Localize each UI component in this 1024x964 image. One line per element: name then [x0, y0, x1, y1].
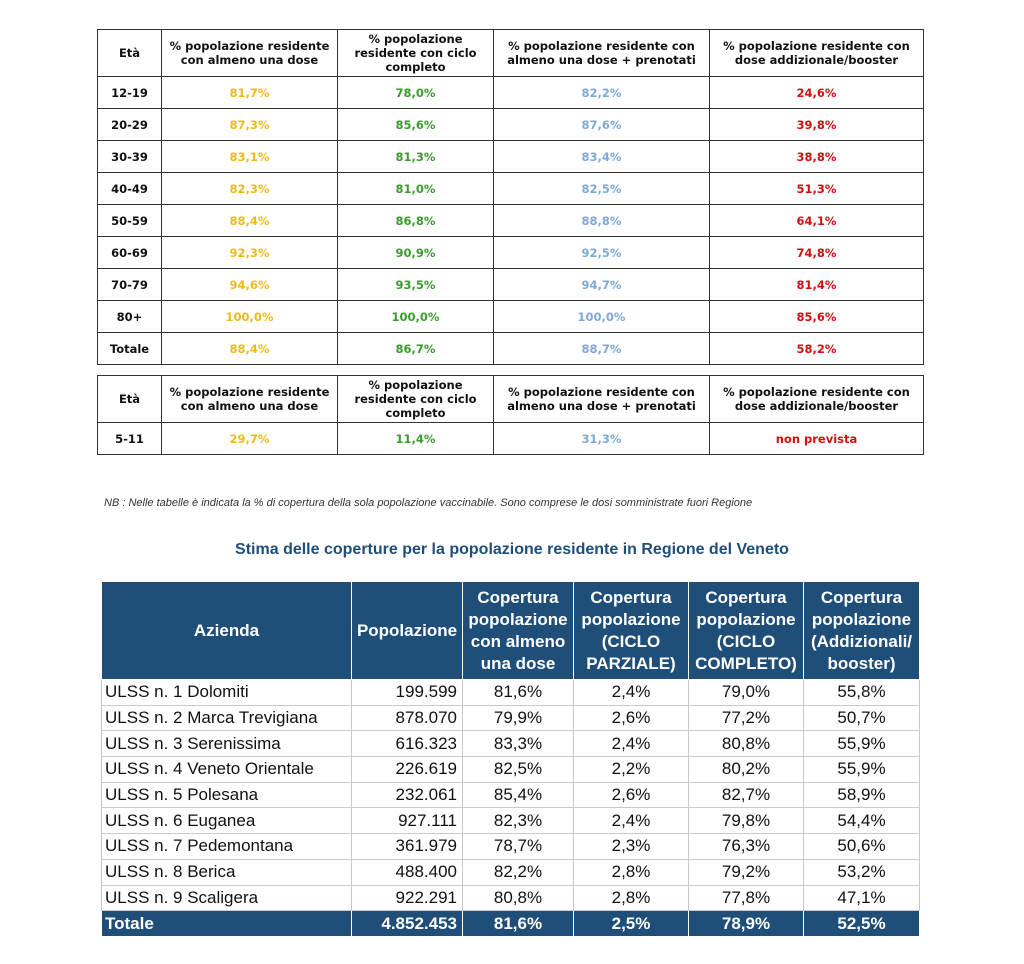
table-header-row [98, 376, 924, 423]
dose1-cell: 83,1% [162, 141, 338, 173]
ulss-table-body [102, 680, 920, 937]
prenotati-cell: 83,4% [494, 141, 710, 173]
dose1-cell: 92,3% [162, 237, 338, 269]
completo-cell: 93,5% [338, 269, 494, 301]
header-completo: % popolazione residente con ciclo completo [338, 376, 494, 423]
dose1-cell: 80,8% [463, 885, 574, 911]
header-prenotati: % popolazione residente con almeno una dose + prenotati [494, 376, 710, 423]
dose1-cell: 82,3% [463, 808, 574, 834]
table-row [98, 423, 924, 455]
azienda-cell: ULSS n. 9 Scaligera [102, 885, 352, 911]
header-dose1: % popolazione residente con almeno una dose [162, 30, 338, 77]
dose1-cell: 81,7% [162, 77, 338, 109]
header-dose1: Copertura popolazione con almeno una dose [463, 582, 574, 680]
dose1-cell: 82,3% [162, 173, 338, 205]
booster-cell: 55,9% [804, 731, 920, 757]
completo-cell: 77,8% [689, 885, 804, 911]
table-row [98, 173, 924, 205]
age-cell: 12-19 [98, 77, 162, 109]
booster-cell: 81,4% [710, 269, 924, 301]
table-row [102, 680, 920, 706]
header-parziale: Copertura popolazione (CICLO PARZIALE) [574, 582, 689, 680]
prenotati-cell: 82,5% [494, 173, 710, 205]
table-row [102, 808, 920, 834]
booster-cell: 50,6% [804, 834, 920, 860]
booster-cell: 50,7% [804, 705, 920, 731]
dose1-cell: 81,6% [463, 680, 574, 706]
ulss-coverage-table [101, 581, 920, 937]
azienda-cell: ULSS n. 1 Dolomiti [102, 680, 352, 706]
parziale-cell: 2,2% [574, 757, 689, 783]
completo-cell: 82,7% [689, 782, 804, 808]
age-cell: 70-79 [98, 269, 162, 301]
completo-cell: 79,2% [689, 859, 804, 885]
header-booster: Copertura popolazione (Addizionali/ booster) [804, 582, 920, 680]
dose1-cell: 88,4% [162, 205, 338, 237]
azienda-cell: ULSS n. 8 Berica [102, 859, 352, 885]
age-cell: 30-39 [98, 141, 162, 173]
header-eta: Età [98, 30, 162, 77]
table-row [102, 782, 920, 808]
parziale-cell: 2,4% [574, 808, 689, 834]
age-cell: 20-29 [98, 109, 162, 141]
popolazione-cell: 4.852.453 [352, 911, 463, 937]
parziale-cell: 2,8% [574, 885, 689, 911]
completo-cell: 81,3% [338, 141, 494, 173]
completo-cell: 78,0% [338, 77, 494, 109]
dose1-cell: 100,0% [162, 301, 338, 333]
prenotati-cell: 31,3% [494, 423, 710, 455]
booster-cell: 52,5% [804, 911, 920, 937]
booster-cell: 54,4% [804, 808, 920, 834]
parziale-cell: 2,4% [574, 731, 689, 757]
popolazione-cell: 361.979 [352, 834, 463, 860]
dose1-cell: 88,4% [162, 333, 338, 365]
header-eta: Età [98, 376, 162, 423]
completo-cell: 78,9% [689, 911, 804, 937]
booster-cell: 55,8% [804, 680, 920, 706]
popolazione-cell: 616.323 [352, 731, 463, 757]
completo-cell: 76,3% [689, 834, 804, 860]
prenotati-cell: 92,5% [494, 237, 710, 269]
completo-cell: 81,0% [338, 173, 494, 205]
dose1-cell: 94,6% [162, 269, 338, 301]
header-completo: Copertura popolazione (CICLO COMPLETO) [689, 582, 804, 680]
popolazione-cell: 878.070 [352, 705, 463, 731]
completo-cell: 11,4% [338, 423, 494, 455]
booster-cell: 58,9% [804, 782, 920, 808]
prenotati-cell: 88,8% [494, 205, 710, 237]
header-booster: % popolazione residente con dose addizionale/booster [710, 30, 924, 77]
dose1-cell: 78,7% [463, 834, 574, 860]
prenotati-cell: 88,7% [494, 333, 710, 365]
table-header-row [102, 582, 920, 680]
completo-cell: 77,2% [689, 705, 804, 731]
dose1-cell: 29,7% [162, 423, 338, 455]
table-row [98, 205, 924, 237]
parziale-cell: 2,6% [574, 705, 689, 731]
dose1-cell: 81,6% [463, 911, 574, 937]
azienda-cell: ULSS n. 2 Marca Trevigiana [102, 705, 352, 731]
age-cell: 5-11 [98, 423, 162, 455]
table-row [98, 141, 924, 173]
footnote: NB : Nelle tabelle è indicata la % di copertura della sola popolazione vaccinabile. Sono comprese le dosi somministrate fuori Regione [104, 497, 753, 509]
table-row [98, 77, 924, 109]
parziale-cell: 2,8% [574, 859, 689, 885]
age-cell: 80+ [98, 301, 162, 333]
completo-cell: 86,7% [338, 333, 494, 365]
table-row [102, 834, 920, 860]
booster-cell: 39,8% [710, 109, 924, 141]
table-row [98, 269, 924, 301]
header-popolazione: Popolazione [352, 582, 463, 680]
completo-cell: 80,8% [689, 731, 804, 757]
completo-cell: 80,2% [689, 757, 804, 783]
section-title: Stima delle coperture per la popolazione residente in Regione del Veneto [235, 541, 789, 558]
dose1-cell: 87,3% [162, 109, 338, 141]
booster-cell: non prevista [710, 423, 924, 455]
popolazione-cell: 922.291 [352, 885, 463, 911]
booster-cell: 55,9% [804, 757, 920, 783]
completo-cell: 79,8% [689, 808, 804, 834]
booster-cell: 38,8% [710, 141, 924, 173]
booster-cell: 24,6% [710, 77, 924, 109]
popolazione-cell: 226.619 [352, 757, 463, 783]
parziale-cell: 2,4% [574, 680, 689, 706]
booster-cell: 58,2% [710, 333, 924, 365]
dose1-cell: 79,9% [463, 705, 574, 731]
popolazione-cell: 488.400 [352, 859, 463, 885]
completo-cell: 100,0% [338, 301, 494, 333]
azienda-cell: ULSS n. 5 Polesana [102, 782, 352, 808]
table-header-row [98, 30, 924, 77]
completo-cell: 85,6% [338, 109, 494, 141]
booster-cell: 53,2% [804, 859, 920, 885]
azienda-cell: ULSS n. 6 Euganea [102, 808, 352, 834]
header-azienda: Azienda [102, 582, 352, 680]
table-row [102, 859, 920, 885]
popolazione-cell: 927.111 [352, 808, 463, 834]
dose1-cell: 85,4% [463, 782, 574, 808]
prenotati-cell: 87,6% [494, 109, 710, 141]
header-completo: % popolazione residente con ciclo completo [338, 30, 494, 77]
header-booster: % popolazione residente con dose addizionale/booster [710, 376, 924, 423]
parziale-cell: 2,6% [574, 782, 689, 808]
age-coverage-table [97, 29, 924, 365]
azienda-cell: ULSS n. 7 Pedemontana [102, 834, 352, 860]
completo-cell: 79,0% [689, 680, 804, 706]
child-table-body [98, 423, 924, 455]
azienda-cell: ULSS n. 4 Veneto Orientale [102, 757, 352, 783]
dose1-cell: 83,3% [463, 731, 574, 757]
age-cell: Totale [98, 333, 162, 365]
booster-cell: 51,3% [710, 173, 924, 205]
total-row [102, 911, 920, 937]
table-row [102, 705, 920, 731]
table-row [102, 885, 920, 911]
parziale-cell: 2,3% [574, 834, 689, 860]
age-cell: 50-59 [98, 205, 162, 237]
table-row [102, 731, 920, 757]
table-row [102, 757, 920, 783]
age-cell: 40-49 [98, 173, 162, 205]
popolazione-cell: 199.599 [352, 680, 463, 706]
header-prenotati: % popolazione residente con almeno una dose + prenotati [494, 30, 710, 77]
azienda-cell: ULSS n. 3 Serenissima [102, 731, 352, 757]
completo-cell: 90,9% [338, 237, 494, 269]
table-row [98, 301, 924, 333]
age-table-body [98, 77, 924, 365]
booster-cell: 47,1% [804, 885, 920, 911]
booster-cell: 74,8% [710, 237, 924, 269]
prenotati-cell: 100,0% [494, 301, 710, 333]
booster-cell: 64,1% [710, 205, 924, 237]
completo-cell: 86,8% [338, 205, 494, 237]
child-coverage-table [97, 375, 924, 455]
prenotati-cell: 82,2% [494, 77, 710, 109]
dose1-cell: 82,2% [463, 859, 574, 885]
dose1-cell: 82,5% [463, 757, 574, 783]
parziale-cell: 2,5% [574, 911, 689, 937]
table-row [98, 109, 924, 141]
age-cell: 60-69 [98, 237, 162, 269]
popolazione-cell: 232.061 [352, 782, 463, 808]
header-dose1: % popolazione residente con almeno una dose [162, 376, 338, 423]
booster-cell: 85,6% [710, 301, 924, 333]
table-row [98, 237, 924, 269]
prenotati-cell: 94,7% [494, 269, 710, 301]
table-row [98, 333, 924, 365]
azienda-cell: Totale [102, 911, 352, 937]
